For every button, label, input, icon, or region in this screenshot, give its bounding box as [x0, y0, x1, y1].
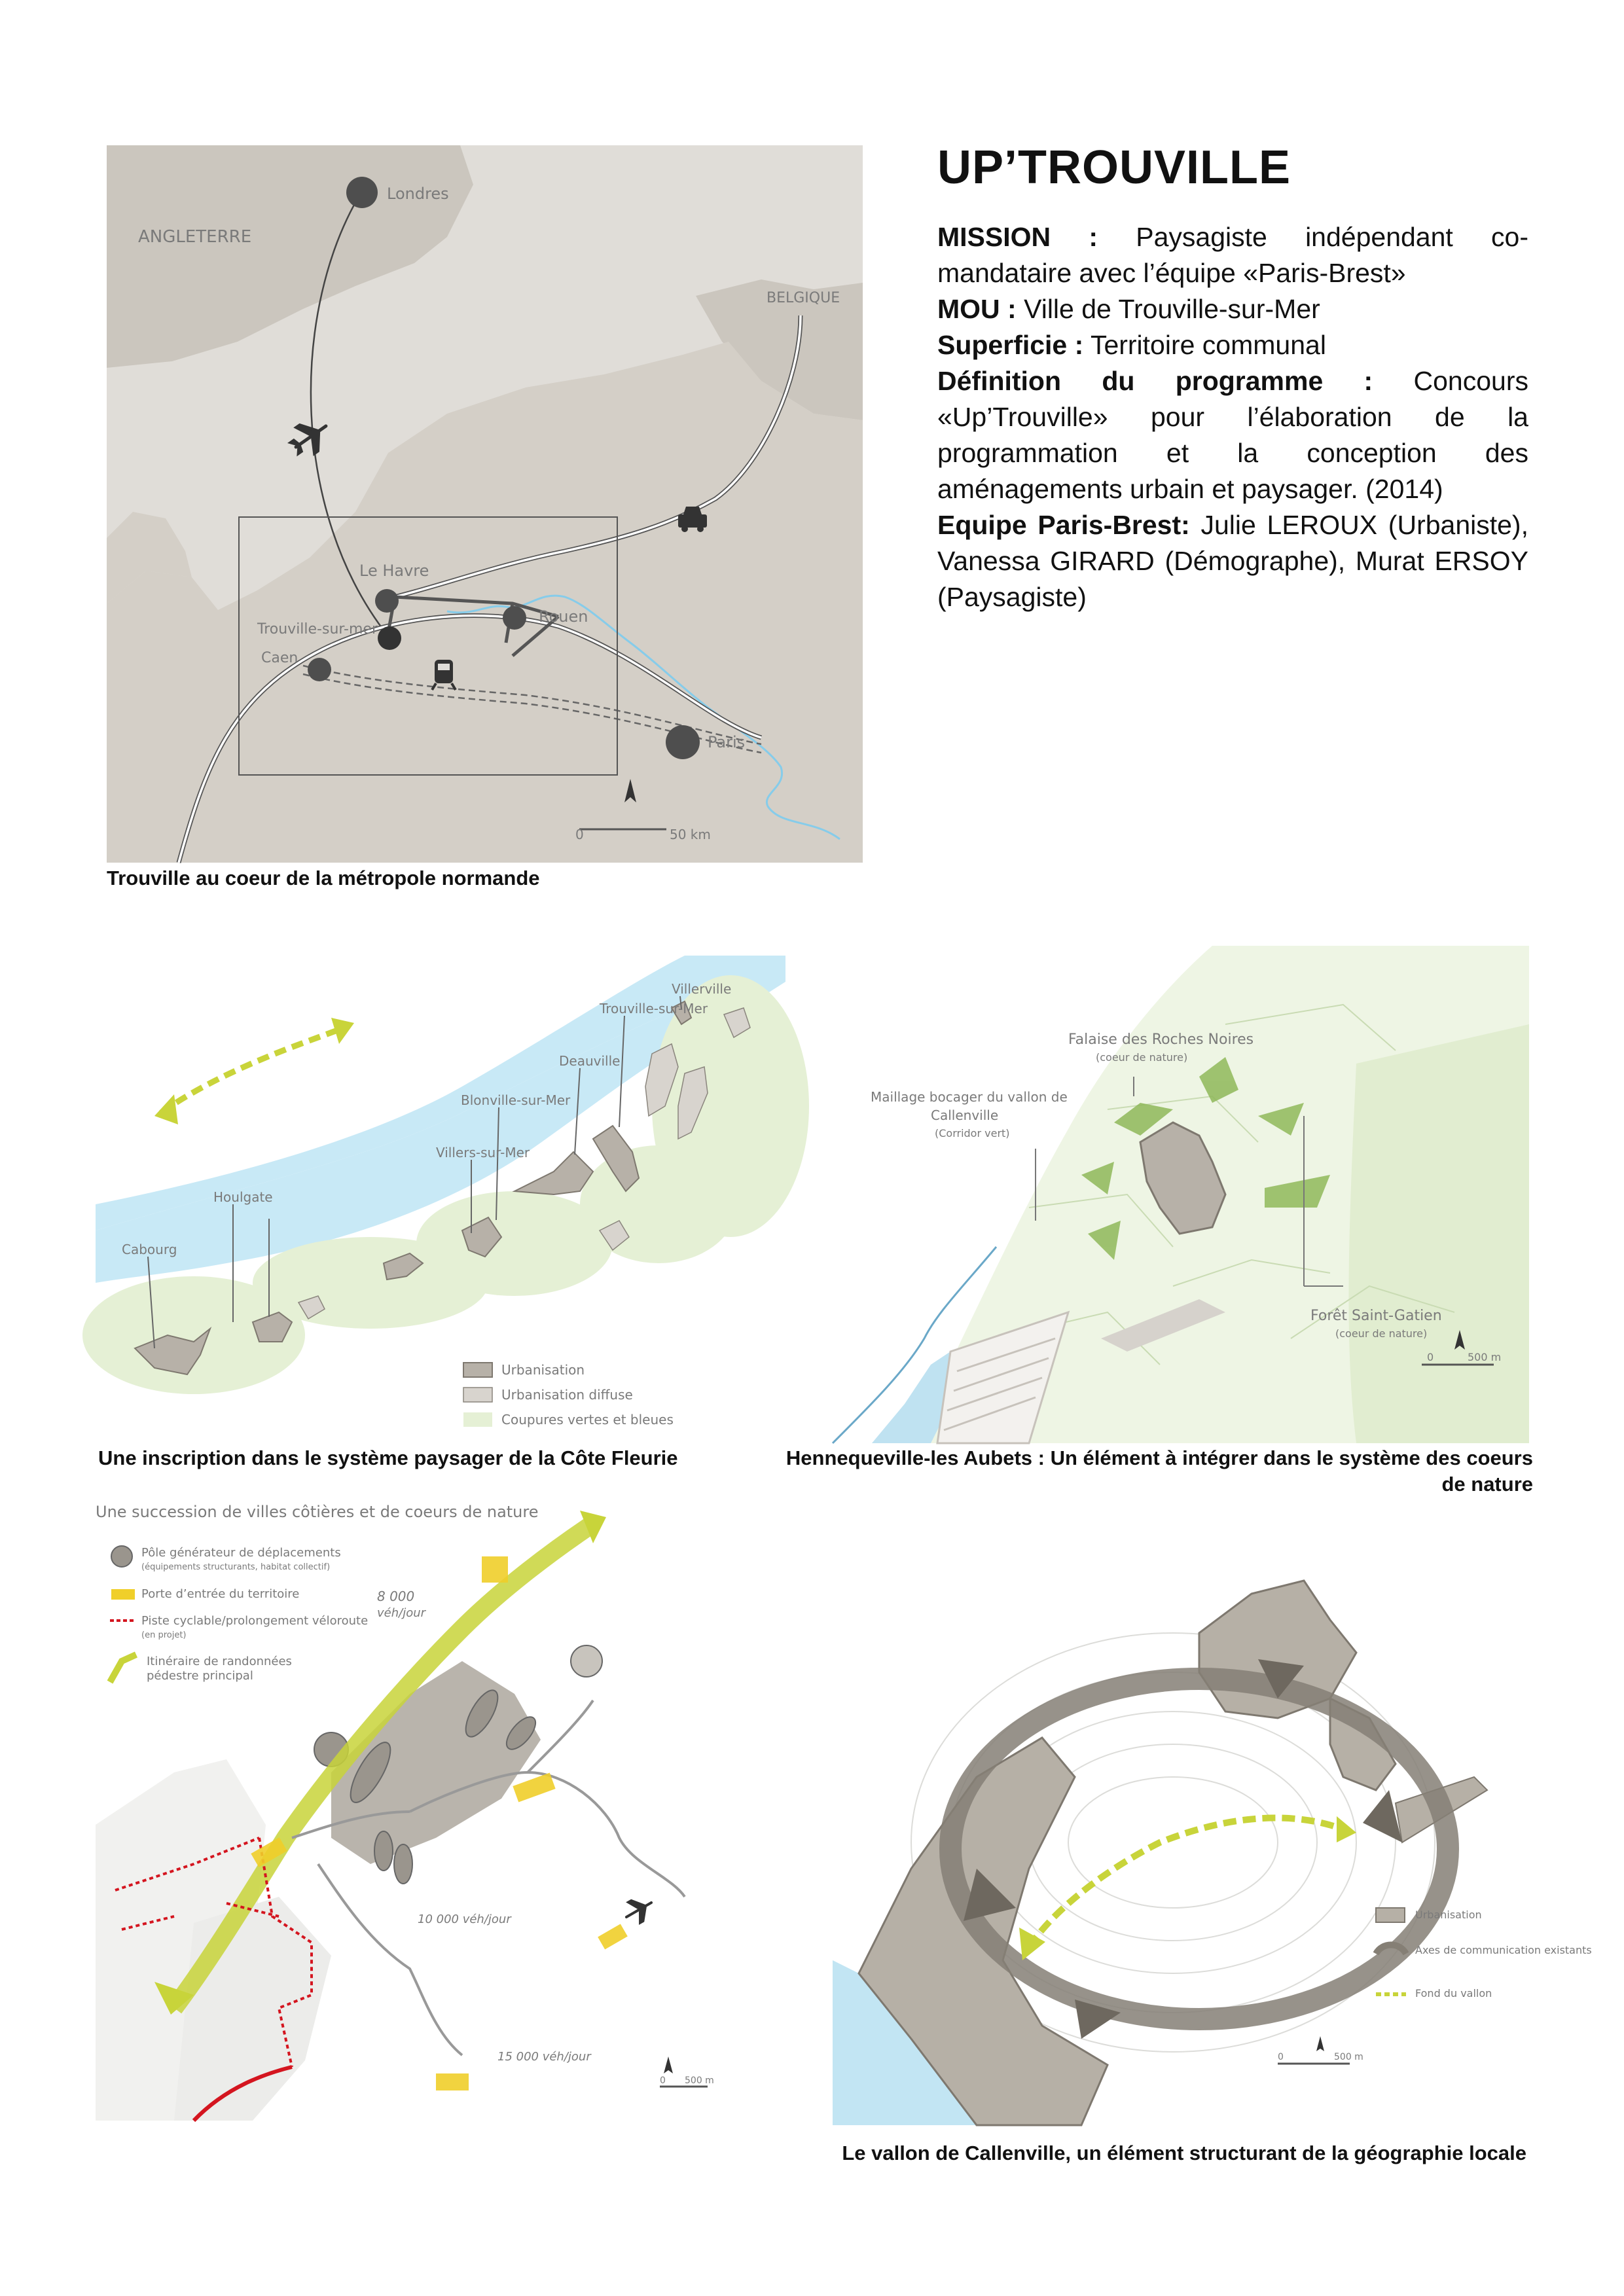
label-maillage-1: Maillage bocager du vallon de	[871, 1089, 1068, 1105]
programme-value: Concours «Up’Trouville» pour l’élaboration de la programmation et la conception des aménagements urbain et paysager. (2014)	[937, 366, 1528, 504]
traffic-10000: 10 000 véh/jour	[418, 1912, 511, 1926]
label-falaise: Falaise des Roches Noires	[1068, 1031, 1254, 1048]
project-info	[937, 219, 1528, 615]
mou-label: MOU :	[937, 294, 1017, 324]
label-deauville: Deauville	[559, 1053, 621, 1069]
label-villers: Villers-sur-Mer	[436, 1145, 530, 1160]
scale-m: 500 m	[1334, 2052, 1363, 2062]
equipe-row	[937, 507, 1528, 615]
legend-fond: Fond du vallon	[1415, 1987, 1492, 2000]
page-title: UP’TROUVILLE	[937, 141, 1291, 194]
legend-urbanisation: Urbanisation	[501, 1362, 585, 1378]
legend-randonnee-sub: pédestre principal	[147, 1669, 253, 1683]
traffic-8000-a: 8 000	[377, 1588, 415, 1604]
legend-porte: Porte d’entrée du territoire	[141, 1587, 300, 1601]
label-maillage-2: Callenville	[931, 1107, 999, 1123]
caption-hennequeville: Hennequeville-les Aubets : Un élément à intégrer dans le système des coeurs de nature	[785, 1446, 1533, 1496]
label-rouen: Rouen	[539, 607, 588, 626]
hennequeville-map	[833, 946, 1529, 1443]
equipe-label: Equipe Paris-Brest:	[937, 510, 1190, 540]
legend-urbanisation: Urbanisation	[1415, 1909, 1482, 1921]
legend-piste: Piste cyclable/prolongement véloroute	[141, 1614, 369, 1628]
label-foret-sub: (coeur de nature)	[1335, 1327, 1428, 1340]
label-trouville: Trouville-sur-Mer	[600, 1001, 708, 1016]
mou-value: Ville de Trouville-sur-Mer	[1024, 294, 1320, 324]
legend-axes: Axes de communication existants	[1415, 1944, 1592, 1956]
mission-row	[937, 219, 1528, 291]
label-villerville: Villerville	[672, 981, 732, 997]
programme-label: Définition du programme :	[937, 366, 1373, 396]
legend-pole: Pôle générateur de déplacements	[141, 1546, 341, 1560]
scale-zero: 0	[1278, 2052, 1284, 2062]
label-paris: Paris	[708, 733, 746, 751]
legend-urbanisation-diffuse: Urbanisation diffuse	[501, 1387, 633, 1403]
label-belgique: BELGIQUE	[767, 290, 840, 306]
label-angleterre: ANGLETERRE	[138, 227, 252, 247]
legend-pole-sub: (équipements structurants, habitat collectif)	[141, 1562, 331, 1572]
label-blonville: Blonville-sur-Mer	[461, 1092, 571, 1108]
traffic-8000-b: véh/jour	[377, 1606, 426, 1620]
traffic-15000: 15 000 véh/jour	[497, 2050, 591, 2064]
superficie-label: Superficie :	[937, 330, 1084, 360]
mobility-heading: Une succession de villes côtières et de coeurs de nature	[96, 1503, 539, 1521]
label-maillage-sub: (Corridor vert)	[935, 1127, 1010, 1139]
equipe-value: Julie LEROUX (Urbaniste), Vanessa GIRARD (Démographe), Murat ERSOY (Paysagiste)	[937, 510, 1528, 612]
mission-label: MISSION :	[937, 222, 1098, 252]
scale-zero: 0	[575, 827, 584, 842]
label-trouville: Trouville-sur-mer	[257, 621, 378, 637]
label-londres: Londres	[387, 185, 449, 203]
label-caen: Caen	[261, 650, 298, 666]
label-cabourg: Cabourg	[122, 1242, 177, 1257]
scale-m: 500 m	[685, 2075, 714, 2086]
mission-value: Paysagiste indépendant co-mandataire avec l’équipe «Paris-Brest»	[937, 222, 1528, 288]
caption-regional-map: Trouville au coeur de la métropole normande	[107, 867, 540, 889]
cote-fleurie-map	[96, 956, 785, 1433]
label-falaise-sub: (coeur de nature)	[1096, 1051, 1188, 1064]
label-foret: Forêt Saint-Gatien	[1310, 1308, 1442, 1324]
label-le-havre: Le Havre	[359, 562, 429, 580]
label-houlgate: Houlgate	[213, 1189, 273, 1205]
legend-piste-sub: (en projet)	[141, 1630, 187, 1640]
caption-callenville: Le vallon de Callenville, un élément structurant de la géographie locale	[842, 2142, 1526, 2164]
superficie-value: Territoire communal	[1090, 330, 1326, 360]
regional-map	[107, 145, 863, 863]
legend-coupures: Coupures vertes et bleues	[501, 1412, 674, 1427]
scale-zero: 0	[660, 2075, 666, 2086]
legend-randonnee: Itinéraire de randonnées	[147, 1655, 292, 1668]
scale-m: 500 m	[1468, 1351, 1502, 1363]
programme-row	[937, 363, 1528, 507]
scale-zero: 0	[1427, 1351, 1434, 1363]
mou-row	[937, 291, 1528, 327]
superficie-row	[937, 327, 1528, 363]
callenville-map	[833, 1502, 1592, 2125]
caption-cote-fleurie: Une inscription dans le système paysager de la Côte Fleurie	[98, 1446, 678, 1469]
mobility-map	[96, 1498, 785, 2121]
scale-km: 50 km	[670, 827, 711, 842]
